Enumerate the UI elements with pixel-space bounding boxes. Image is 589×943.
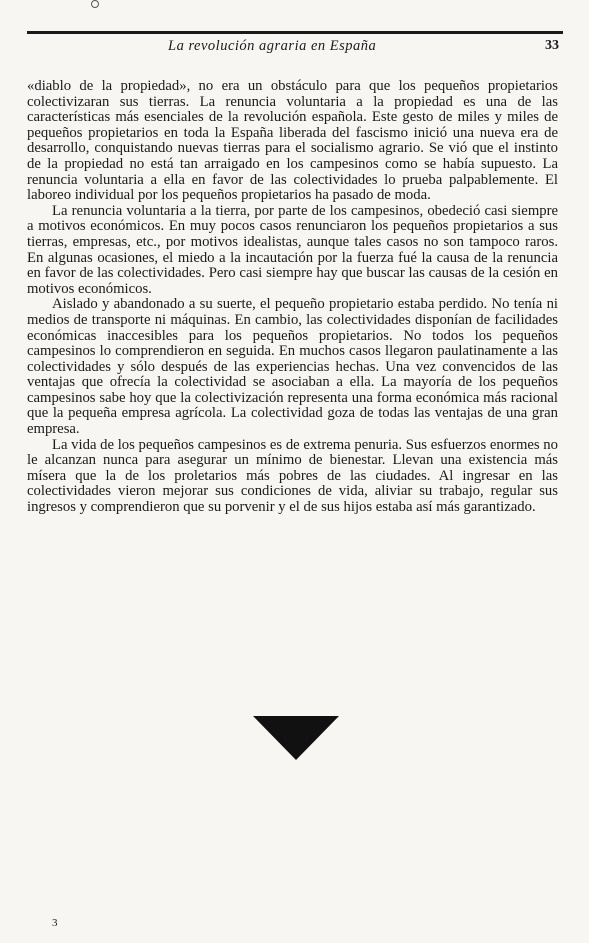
header-rule bbox=[27, 31, 563, 34]
paragraph-3: Aislado y abandonado a su suerte, el pequeño propietario estaba perdido. No tenía ni medios de transporte ni máquinas. En cambio, las colectividades disponían de facilidades económicas inaccesibles para los pequeños propietarios. No todos los pequeños campesinos lo comprendieron en seguida. En muchos casos llegaron paulatinamente a las colectividades y sólo después de las experiencias hechas. Una vez convencidos de las ventajas que ofrecía la colectividad se asociaban a ella. La mayoría de los pequeños campesinos sabe hoy que la colectivización representa una forma económica más racional que la pequeña empresa agrícola. La colectividad goza de todas las ventajas de una gran empresa. bbox=[27, 296, 558, 438]
paragraph-1: «diablo de la propiedad», no era un obstáculo para que los pequeños propietarios colectivizaran sus tierras. La renuncia voluntaria a la propiedad es una de las características más esenciales de la revolución española. Este gesto de miles y miles de pequeños propietarios en toda la España liberada del fascismo inició una nueva era de desarrollo, conquistando nuevas tierras para el socialismo agrario. Se vió que el instinto de la propiedad no está tan arraigado en los campesinos como se había supuesto. La renuncia voluntaria a ella en favor de las colectividades lo prueba palpablemente. El laboreo individual por los pequeños propietarios ha pasado de moda. bbox=[27, 78, 558, 204]
running-title: La revolución agraria en España bbox=[168, 38, 377, 54]
printer-signature-mark: 3 bbox=[52, 917, 58, 929]
paragraph-2: La renuncia voluntaria a la tierra, por parte de los campesinos, obedeció casi siempre a motivos económicos. En muy pocos casos renunciaron los pequeños propietarios a sus tierras, empresas, etc., por motivos idealistas, aunque tales casos no son tampoco raros. En algunas ocasiones, el miedo a la incautación por la fuerza fué la causa de la renuncia en favor de las colectividades. Pero casi siempre hay que buscar las causas de la cesión en motivos económicos. bbox=[27, 202, 558, 297]
page-number: 33 bbox=[545, 38, 559, 53]
end-of-text-triangle-icon bbox=[253, 716, 339, 760]
paragraph-4: La vida de los pequeños campesinos es de extrema penuria. Sus esfuerzos enormes no le alcanzan nunca para asegurar un mínimo de bienestar. Llevan una existencia más mísera que la de los proletarios más pobres de las ciudades. Al ingresar en las colectividades vieron mejorar sus condiciones de vida, aliviar su trabajo, regular sus ingresos y comprendieron que su porvenir y el de sus hijos estaba así más garantizado. bbox=[27, 436, 558, 516]
body-text bbox=[27, 79, 558, 516]
page-speck bbox=[91, 0, 99, 8]
